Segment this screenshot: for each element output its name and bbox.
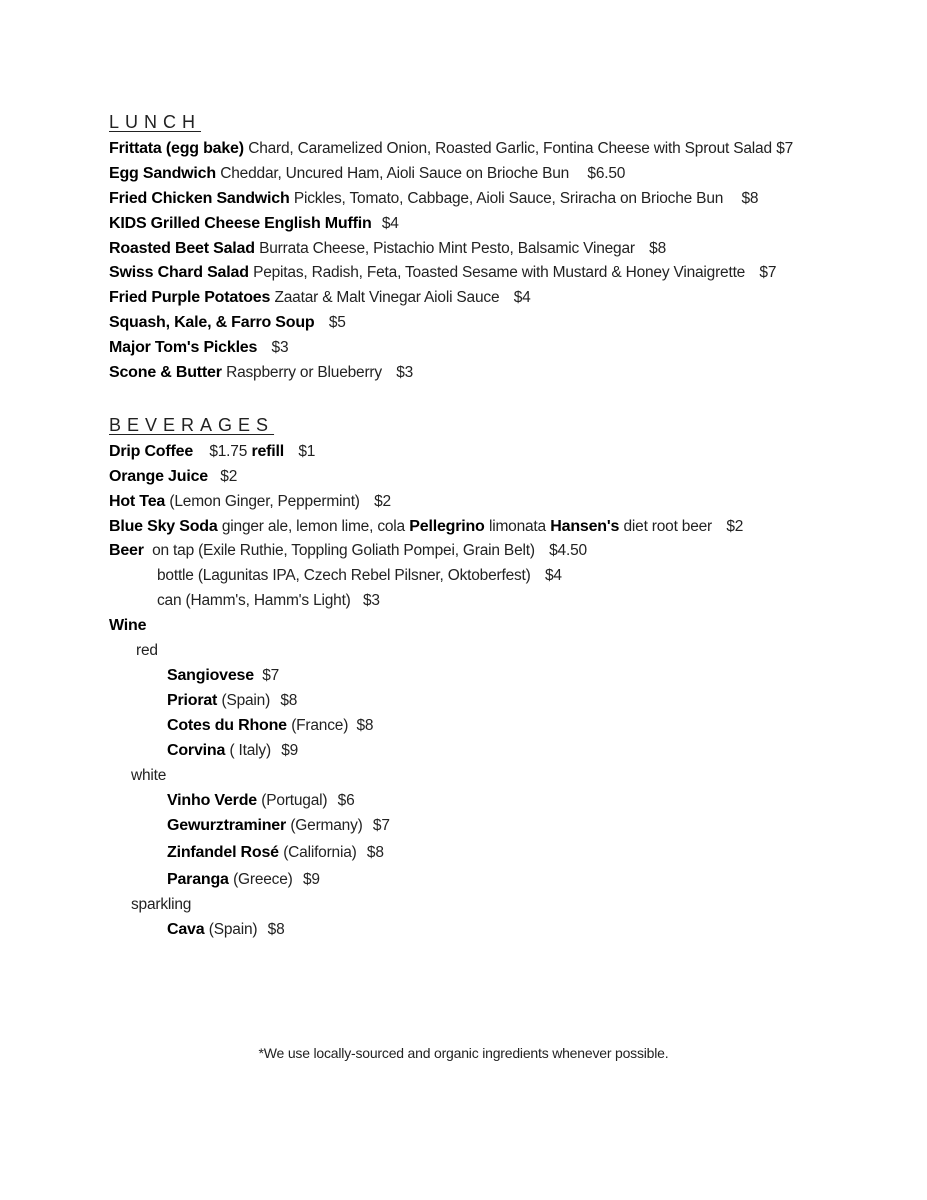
item-price: $8 — [649, 240, 667, 257]
wine-heading — [109, 616, 146, 636]
item-name: Frittata (egg bake) — [109, 140, 244, 157]
item-price: $8 — [366, 844, 384, 861]
item-name: Hot Tea — [109, 493, 166, 510]
item-name: Pellegrino — [409, 518, 485, 535]
item-price: $8 — [741, 190, 759, 207]
item-price: $8 — [356, 717, 374, 734]
item-price: $4.50 — [549, 542, 587, 559]
item-name: Scone & Butter — [109, 364, 222, 381]
item-name: Orange Juice — [109, 468, 208, 485]
menu-item — [109, 139, 793, 159]
item-price: $7 — [776, 140, 794, 157]
item-desc: Burrata Cheese, Pistachio Mint Pesto, Balsamic Vinegar — [259, 240, 635, 257]
item-name: Cava — [167, 921, 205, 938]
item-price: $4 — [381, 215, 399, 232]
item-name: Swiss Chard Salad — [109, 264, 249, 281]
item-desc: Raspberry or Blueberry — [226, 364, 382, 381]
menu-item — [109, 164, 625, 184]
item-name: Egg Sandwich — [109, 165, 216, 182]
item-price: $7 — [759, 264, 777, 281]
wine-item — [167, 716, 373, 736]
refill-price: $1 — [298, 443, 316, 460]
wine-item — [167, 843, 384, 863]
item-price: $7 — [372, 817, 390, 834]
menu-item — [109, 263, 776, 283]
wine-item — [167, 920, 285, 940]
item-desc: Cheddar, Uncured Ham, Aioli Sauce on Brioche Bun — [220, 165, 570, 182]
refill-label: refill — [251, 443, 285, 460]
item-desc: ginger ale, lemon lime, cola — [221, 518, 405, 535]
beverage-item — [109, 492, 391, 512]
beverage-subitem — [157, 566, 562, 586]
beverage-item — [109, 442, 315, 462]
item-price: $9 — [281, 742, 299, 759]
item-name: KIDS Grilled Cheese English Muffin — [109, 215, 372, 232]
beverage-item — [109, 541, 587, 561]
beverage-item — [109, 467, 237, 487]
category-label: sparkling — [131, 896, 192, 913]
wine-item — [167, 870, 320, 890]
item-price: $3 — [396, 364, 414, 381]
item-price: $7 — [262, 667, 280, 684]
item-price: $4 — [513, 289, 531, 306]
beverage-item — [109, 517, 743, 537]
item-price: $2 — [374, 493, 391, 510]
item-name: Sangiovese — [167, 667, 254, 684]
item-name: Cotes du Rhone — [167, 717, 287, 734]
item-desc: bottle (Lagunitas IPA, Czech Rebel Pilsner, Oktoberfest) — [157, 567, 531, 584]
category-label: white — [131, 767, 167, 784]
wine-white-label — [131, 766, 166, 786]
item-price: $3 — [362, 592, 380, 609]
item-name: Priorat — [167, 692, 218, 709]
item-price: $5 — [328, 314, 346, 331]
item-price: $6 — [337, 792, 355, 809]
item-origin: (France) — [291, 717, 349, 734]
item-name: Paranga — [167, 871, 229, 888]
wine-item — [167, 666, 279, 686]
item-origin: (Spain) — [208, 921, 258, 938]
item-price: $9 — [302, 871, 320, 888]
item-desc: diet root beer — [623, 518, 713, 535]
item-desc: limonata — [488, 518, 546, 535]
item-desc: can (Hamm's, Hamm's Light) — [157, 592, 351, 609]
item-name: Hansen's — [550, 518, 620, 535]
item-origin: (California) — [283, 844, 357, 861]
item-price: $3 — [271, 339, 289, 356]
wine-sparkling-label — [131, 895, 191, 915]
item-name: Fried Chicken Sandwich — [109, 190, 290, 207]
item-name: Beer — [109, 542, 144, 559]
footer-note: *We use locally-sourced and organic ingredients whenever possible. — [258, 1045, 669, 1061]
item-price: $8 — [280, 692, 298, 709]
item-origin: (Germany) — [290, 817, 363, 834]
item-name: Blue Sky Soda — [109, 518, 218, 535]
item-name: Fried Purple Potatoes — [109, 289, 271, 306]
item-name: Major Tom's Pickles — [109, 339, 258, 356]
item-name: Wine — [109, 617, 147, 634]
wine-item — [167, 691, 297, 711]
item-origin: (Greece) — [233, 871, 293, 888]
item-desc: (Lemon Ginger, Peppermint) — [169, 493, 360, 510]
item-origin: (Spain) — [221, 692, 271, 709]
beverage-subitem — [157, 591, 380, 611]
category-label: red — [136, 642, 158, 659]
wine-item — [167, 816, 390, 836]
item-desc: on tap (Exile Ruthie, Toppling Goliath Pompei, Grain Belt) — [152, 542, 535, 559]
item-desc: Pickles, Tomato, Cabbage, Aioli Sauce, Sriracha on Brioche Bun — [293, 190, 724, 207]
menu-item — [109, 313, 346, 333]
item-name: Drip Coffee — [109, 443, 194, 460]
menu-item — [109, 288, 531, 308]
menu-item — [109, 338, 288, 358]
menu-item — [109, 214, 399, 234]
item-price: $2 — [220, 468, 238, 485]
item-name: Roasted Beet Salad — [109, 240, 255, 257]
menu-item — [109, 239, 666, 259]
item-desc: Chard, Caramelized Onion, Roasted Garlic, Fontina Cheese with Sprout Salad — [248, 140, 772, 157]
item-desc: Zaatar & Malt Vinegar Aioli Sauce — [274, 289, 500, 306]
wine-red-label — [136, 641, 158, 661]
item-name: Zinfandel Rosé — [167, 844, 279, 861]
item-price: $4 — [544, 567, 562, 584]
item-price: $1.75 — [209, 443, 248, 460]
item-origin: ( Italy) — [229, 742, 271, 759]
item-price: $8 — [267, 921, 285, 938]
menu-item — [109, 363, 413, 383]
item-name: Vinho Verde — [167, 792, 257, 809]
item-name: Corvina — [167, 742, 226, 759]
item-desc: Pepitas, Radish, Feta, Toasted Sesame with Mustard & Honey Vinaigrette — [253, 264, 746, 281]
menu-item — [109, 189, 758, 209]
item-name: Gewurztraminer — [167, 817, 287, 834]
lunch-heading: LUNCH — [109, 112, 202, 132]
item-price: $2 — [726, 518, 744, 535]
item-origin: (Portugal) — [261, 792, 328, 809]
wine-item — [167, 791, 355, 811]
item-price: $6.50 — [587, 165, 626, 182]
item-name: Squash, Kale, & Farro Soup — [109, 314, 315, 331]
beverages-heading: BEVERAGES — [109, 415, 275, 435]
wine-item — [167, 741, 298, 761]
